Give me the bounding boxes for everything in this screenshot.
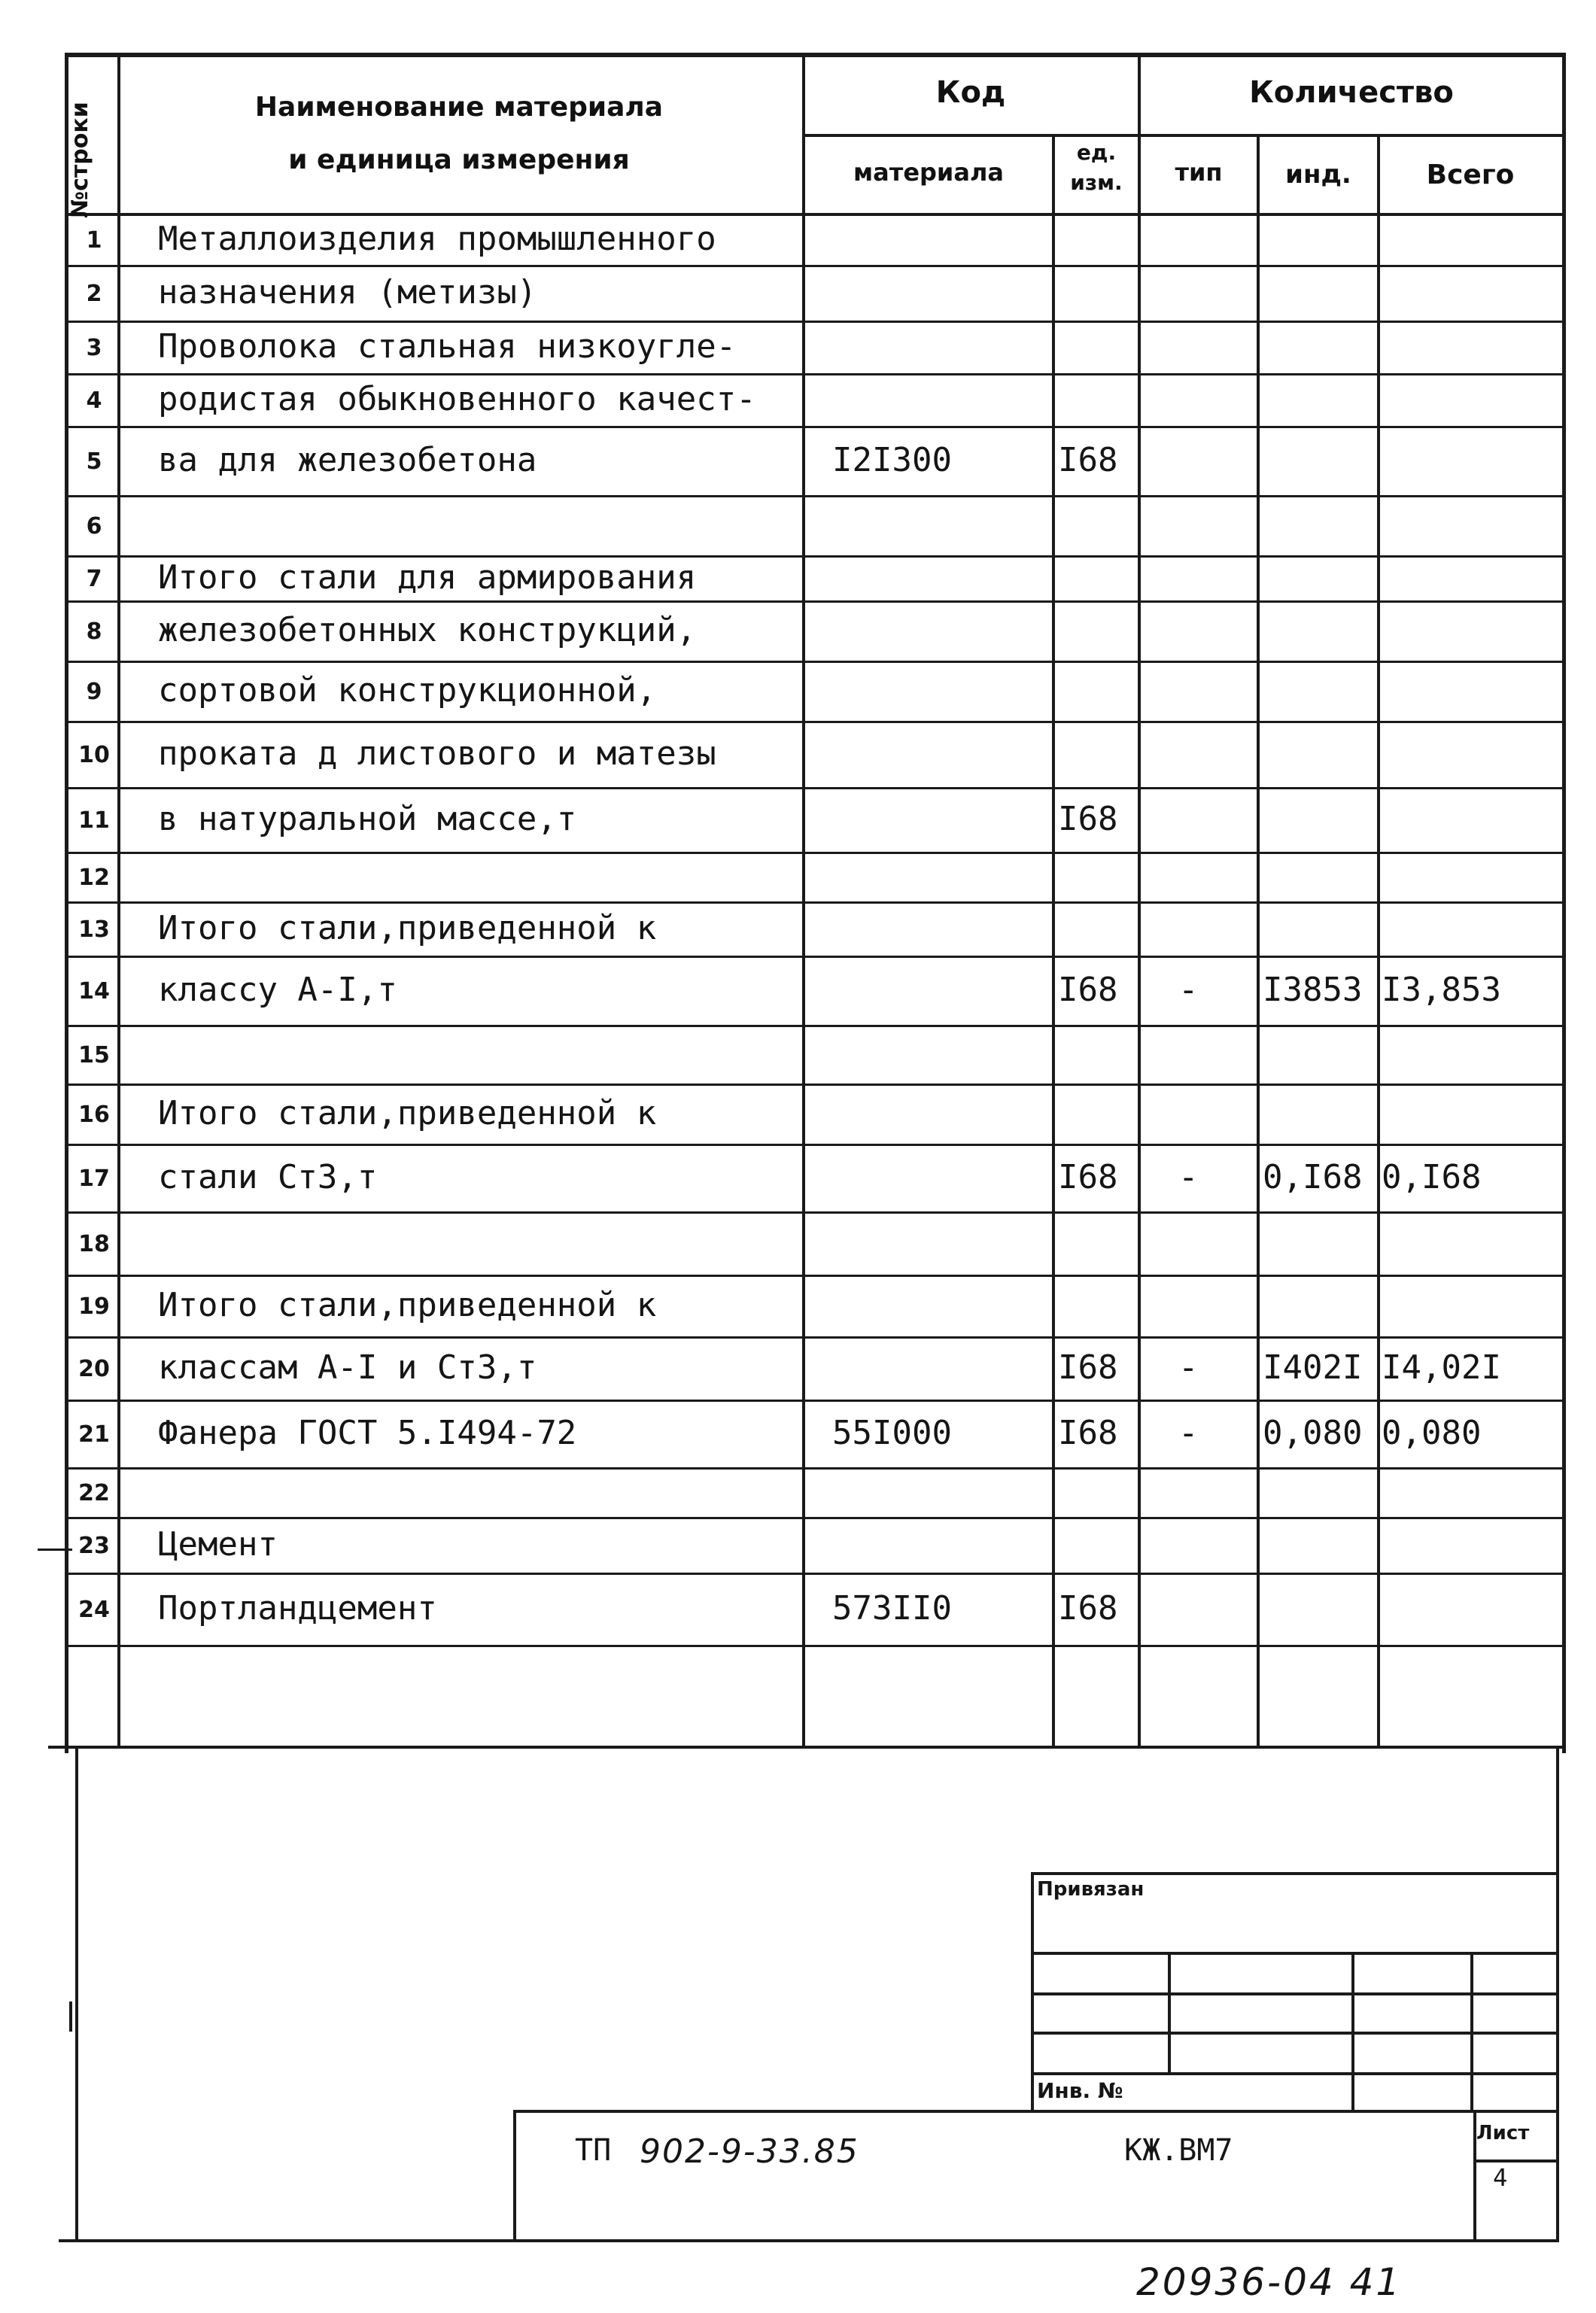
cell-unit: I68 xyxy=(1058,441,1118,479)
cell-type: - xyxy=(1178,1414,1199,1452)
row-number: 11 xyxy=(78,807,110,834)
row-number: 21 xyxy=(78,1421,110,1448)
header-name-line1: Наименование материала xyxy=(254,92,664,123)
row-line xyxy=(65,1144,1562,1146)
footer-number: 20936-04 41 xyxy=(1136,2260,1403,2304)
cell-total: I4,02I xyxy=(1382,1348,1501,1387)
stamp-bound-label: Привязан xyxy=(1037,1878,1145,1901)
header-name-line2: и единица измерения xyxy=(288,144,630,175)
stamp-bound-line4 xyxy=(1031,2072,1558,2075)
stamp-code: КЖ.ВМ7 xyxy=(1124,2133,1233,2168)
cell-name: Портландцемент xyxy=(158,1589,437,1628)
margin-tick xyxy=(69,2001,72,2032)
stamp-bound-col2 xyxy=(1351,1952,1354,2113)
cell-name: Цемент xyxy=(158,1525,278,1564)
header-material: материала xyxy=(853,158,1004,187)
row-line xyxy=(65,1517,1562,1519)
sheet-bottom-line xyxy=(59,2239,1559,2242)
col-line-code xyxy=(802,53,805,1749)
cell-total: 0,I68 xyxy=(1382,1158,1482,1196)
row-number: 10 xyxy=(78,742,110,768)
stamp-title-top xyxy=(513,2110,1559,2113)
cell-ind: 0,I68 xyxy=(1263,1158,1363,1196)
row-line xyxy=(65,1336,1562,1339)
margin-tick xyxy=(38,1549,72,1551)
col-line-unit xyxy=(1052,134,1055,1749)
cell-type: - xyxy=(1178,971,1199,1009)
row-number: 12 xyxy=(78,865,110,891)
cell-name: Проволока стальная низкоугле- xyxy=(158,327,737,366)
row-line xyxy=(65,600,1562,603)
stamp-inv-label: Инв. № xyxy=(1037,2078,1123,2103)
row-number: 17 xyxy=(78,1166,110,1192)
row-line xyxy=(65,426,1562,428)
stamp-tp-number: 902-9-33.85 xyxy=(640,2132,859,2171)
row-number: 24 xyxy=(78,1597,110,1623)
cell-unit: I68 xyxy=(1058,1348,1118,1387)
row-number: 16 xyxy=(78,1102,110,1128)
cell-type: - xyxy=(1178,1348,1199,1387)
cell-name: в натуральной массе,т xyxy=(158,800,577,838)
row-number: 4 xyxy=(86,388,102,414)
row-line xyxy=(65,373,1562,375)
row-number: 1 xyxy=(86,226,102,254)
cell-name: проката д листового и матезы xyxy=(158,734,716,773)
sheet-left-border xyxy=(75,1746,78,2242)
row-line xyxy=(65,1275,1562,1277)
col-line-type xyxy=(1138,53,1141,1749)
row-number: 23 xyxy=(78,1533,110,1559)
col-line-total xyxy=(1377,134,1380,1749)
cell-unit: I68 xyxy=(1058,1414,1118,1452)
cell-unit: I68 xyxy=(1058,800,1118,838)
row-number: 15 xyxy=(78,1042,110,1068)
cell-name: Итого стали,приведенной к xyxy=(158,909,657,947)
col-line-name xyxy=(117,53,120,1749)
header-ind: инд. xyxy=(1285,160,1351,190)
cell-code: 55I000 xyxy=(832,1414,952,1452)
cell-name: сортовой конструкционной, xyxy=(158,671,657,710)
cell-type: - xyxy=(1178,1158,1199,1196)
row-number: 6 xyxy=(86,513,102,539)
cell-name: железобетонных конструкций, xyxy=(158,611,697,649)
row-line xyxy=(65,1211,1562,1214)
stamp-bound-col1 xyxy=(1168,1952,1171,2072)
header-unit-line2: изм. xyxy=(1070,170,1123,195)
header-code: Код xyxy=(935,75,1006,110)
row-number: 22 xyxy=(78,1480,110,1506)
row-number: 19 xyxy=(78,1293,110,1320)
cell-name: Итого стали,приведенной к xyxy=(158,1286,657,1324)
row-number: 14 xyxy=(78,978,110,1005)
stamp-bound-line1 xyxy=(1031,1952,1558,1955)
row-line xyxy=(65,1573,1562,1575)
cell-ind: I402I xyxy=(1263,1348,1363,1387)
cell-code: I2I300 xyxy=(832,441,952,479)
row-line xyxy=(65,1400,1562,1402)
row-line xyxy=(65,1084,1562,1086)
cell-unit: I68 xyxy=(1058,971,1118,1009)
col-line-ind xyxy=(1257,134,1260,1749)
cell-name: родистая обыкновенного качест- xyxy=(158,380,756,418)
row-line xyxy=(65,661,1562,663)
cell-unit: I68 xyxy=(1058,1589,1118,1628)
cell-name: ва для железобетона xyxy=(158,441,537,479)
stamp-sheet-number: 4 xyxy=(1493,2163,1508,2192)
row-line xyxy=(65,265,1562,267)
row-number: 13 xyxy=(78,916,110,943)
cell-total: I3,853 xyxy=(1382,971,1501,1009)
cell-name: классу А-I,т xyxy=(158,971,397,1009)
row-number: 5 xyxy=(86,448,102,475)
stamp-bound-line2 xyxy=(1031,1992,1558,1995)
cell-name: Фанера ГОСТ 5.I494-72 xyxy=(158,1414,577,1452)
stamp-bound-top xyxy=(1031,1872,1558,1875)
row-number: 18 xyxy=(78,1231,110,1257)
header-mid-line xyxy=(802,134,1562,137)
stamp-tp-label: ТП xyxy=(575,2133,612,2168)
row-number: 9 xyxy=(86,679,102,705)
stamp-sheet-label: Лист xyxy=(1476,2122,1530,2144)
row-number: 2 xyxy=(86,281,102,307)
header-total: Всего xyxy=(1426,160,1515,190)
row-line xyxy=(65,787,1562,789)
cell-name: классам А-I и Ст3,т xyxy=(158,1348,537,1387)
row-number: 3 xyxy=(86,335,102,361)
stamp-bound-col3 xyxy=(1470,1952,1473,2113)
cell-name: стали Ст3,т xyxy=(158,1158,378,1196)
row-line xyxy=(65,901,1562,904)
stamp-sheet-mid xyxy=(1473,2160,1556,2163)
row-line xyxy=(65,321,1562,323)
cell-name: Итого стали для армирования xyxy=(158,558,697,597)
stamp-title-left xyxy=(513,2110,516,2242)
row-line xyxy=(65,1467,1562,1470)
cell-unit: I68 xyxy=(1058,1158,1118,1196)
cell-ind: I3853 xyxy=(1263,971,1363,1009)
cell-ind: 0,080 xyxy=(1263,1414,1363,1452)
header-type: тип xyxy=(1175,158,1223,187)
row-line xyxy=(65,721,1562,723)
cell-total: 0,080 xyxy=(1382,1414,1482,1452)
row-line xyxy=(65,1645,1562,1647)
row-number: 8 xyxy=(86,619,102,645)
row-number: 20 xyxy=(78,1356,110,1382)
header-bottom-line xyxy=(65,213,1562,216)
row-number: 7 xyxy=(86,566,102,592)
stamp-bound-line3 xyxy=(1031,2032,1558,2035)
header-row-no: №строки xyxy=(67,102,93,218)
header-quantity: Количество xyxy=(1249,75,1454,110)
row-line xyxy=(65,852,1562,854)
row-line xyxy=(65,495,1562,497)
row-line xyxy=(65,1025,1562,1027)
cell-name: Итого стали,приведенной к xyxy=(158,1094,657,1132)
table-bottom-line xyxy=(48,1746,1562,1749)
header-unit-line1: ед. xyxy=(1076,140,1117,165)
cell-name: Металлоизделия промышленного xyxy=(158,219,716,258)
row-line xyxy=(65,555,1562,558)
cell-code: 573II0 xyxy=(832,1589,952,1628)
row-line xyxy=(65,956,1562,958)
cell-name: назначения (метизы) xyxy=(158,273,537,312)
